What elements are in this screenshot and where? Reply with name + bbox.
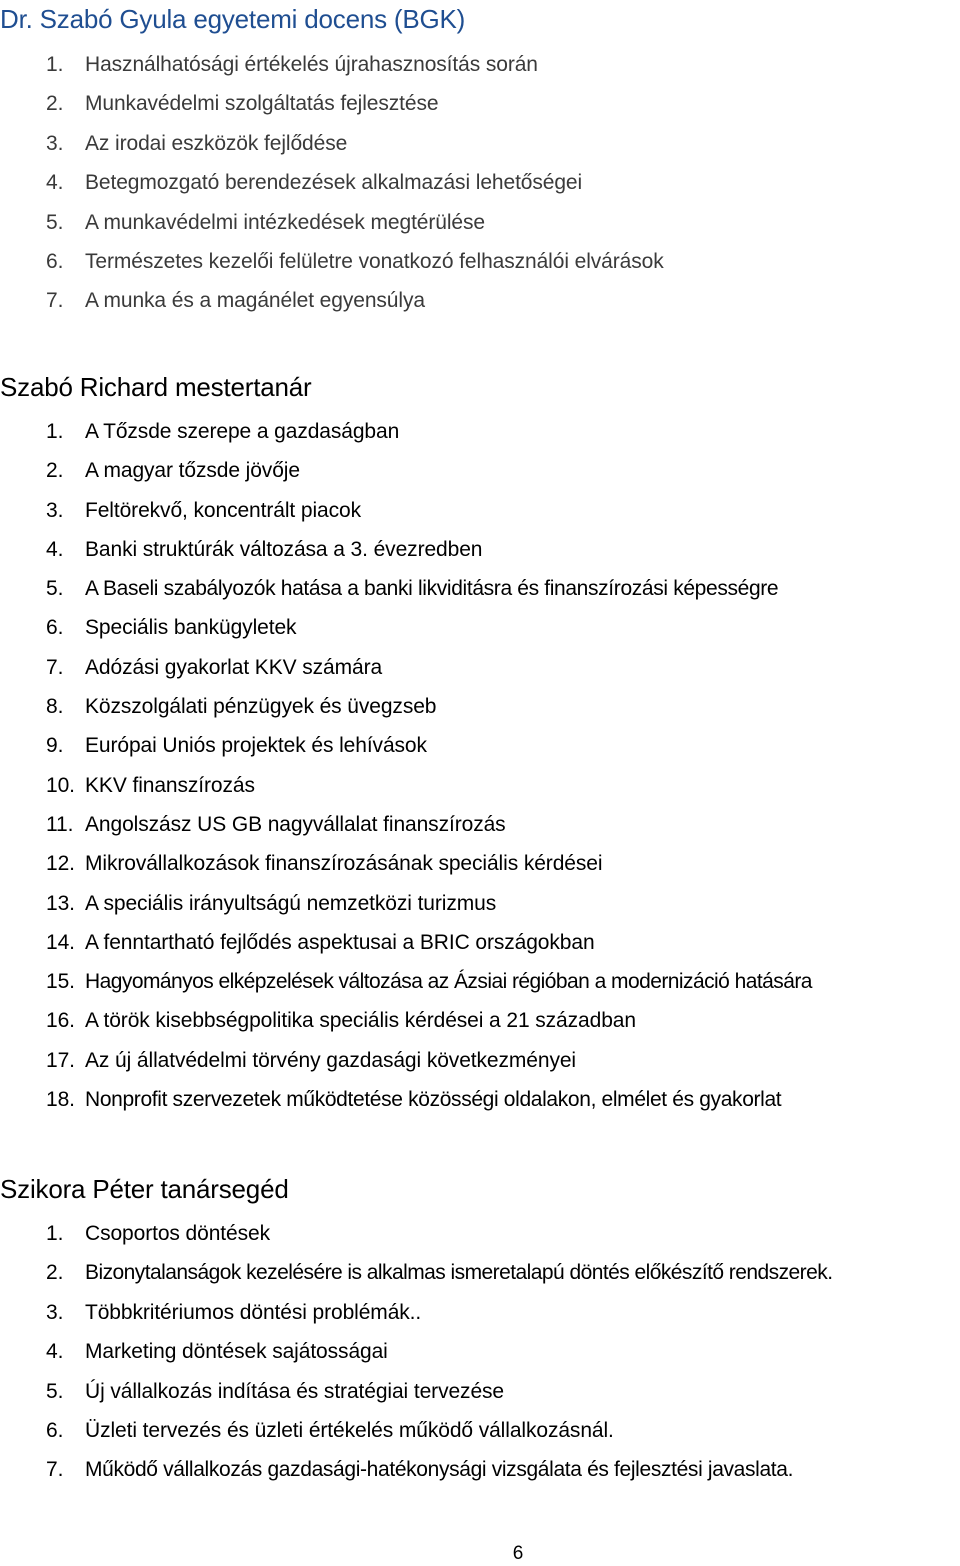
- item-text: A török kisebbségpolitika speciális kérdései a 21 században: [85, 1009, 636, 1033]
- item-number: 6.: [46, 1418, 64, 1442]
- item-text: Használhatósági értékelés újrahasznosítás során: [85, 53, 538, 76]
- list-item: [0, 1455, 960, 1494]
- item-text: Banki struktúrák változása a 3. évezredben: [85, 537, 483, 561]
- item-number: 11.: [46, 812, 74, 836]
- item-text: Közszolgálati pénzügyek és üvegzseb: [85, 695, 437, 719]
- list-item: [0, 1046, 960, 1085]
- item-text: A fenntartható fejlődés aspektusai a BRIC országokban: [85, 930, 595, 954]
- item-number: 4.: [46, 537, 64, 561]
- list-item: [0, 889, 960, 928]
- topic-list: [0, 417, 960, 1124]
- item-number: 1.: [46, 420, 64, 443]
- list-item: [0, 129, 960, 168]
- list-item: [0, 849, 960, 888]
- item-text: A Baseli szabályozók hatása a banki likviditásra és finanszírozási képességre: [85, 577, 779, 601]
- section-title: Szabó Richard mestertanár: [0, 372, 312, 402]
- item-text: A magyar tőzsde jövője: [85, 459, 300, 483]
- item-text: Természetes kezelői felületre vonatkozó felhasználói elvárások: [85, 249, 664, 273]
- item-number: 10.: [46, 773, 75, 797]
- item-number: 8.: [46, 695, 64, 719]
- topic-list: [0, 1219, 960, 1495]
- item-text: Üzleti tervezés és üzleti értékelés működő vállalkozásnál.: [85, 1418, 614, 1442]
- item-text: Nonprofit szervezetek működtetése közösségi oldalakon, elmélet és gyakorlat: [85, 1088, 782, 1112]
- item-number: 6.: [46, 249, 64, 273]
- section-title: Dr. Szabó Gyula egyetemi docens (BGK): [0, 4, 466, 34]
- item-number: 5.: [46, 1379, 64, 1403]
- list-item: [0, 535, 960, 574]
- item-number: 12.: [46, 852, 75, 876]
- list-item: [0, 247, 960, 286]
- item-number: 17.: [46, 1048, 75, 1072]
- list-item: [0, 286, 960, 325]
- page-number: 6: [512, 1543, 524, 1564]
- item-text: Hagyományos elképzelések változása az Ázsiai régióban a modernizáció hatására: [85, 970, 812, 994]
- list-item: [0, 1219, 960, 1258]
- list-item: [0, 574, 960, 613]
- item-text: Adózási gyakorlat KKV számára: [85, 655, 383, 679]
- item-number: 7.: [46, 289, 64, 313]
- item-number: 2.: [46, 92, 64, 116]
- list-item: [0, 168, 960, 207]
- item-number: 7.: [46, 1458, 64, 1482]
- item-number: 2.: [46, 1261, 64, 1285]
- item-text: KKV finanszírozás: [85, 773, 255, 797]
- item-text: A Tőzsde szerepe a gazdaságban: [85, 420, 400, 443]
- item-number: 16.: [46, 1009, 75, 1033]
- list-item: [0, 1337, 960, 1376]
- list-item: [0, 613, 960, 652]
- list-item: [0, 50, 960, 89]
- item-text: Európai Uniós projektek és lehívások: [85, 734, 427, 758]
- item-text: Angolszász US GB nagyvállalat finanszírozás: [85, 812, 506, 836]
- item-text: Többkritériumos döntési problémák..: [85, 1300, 422, 1324]
- list-item: [0, 967, 960, 1006]
- item-text: A munkavédelmi intézkedések megtérülése: [85, 210, 485, 234]
- item-text: Új vállalkozás indítása és stratégiai tervezése: [85, 1379, 505, 1403]
- item-number: 14.: [46, 930, 75, 954]
- item-number: 9.: [46, 734, 64, 758]
- list-item: [0, 1006, 960, 1045]
- list-item: [0, 653, 960, 692]
- topic-list: [0, 50, 960, 326]
- item-text: Feltörekvő, koncentrált piacok: [85, 498, 361, 522]
- list-item: [0, 89, 960, 128]
- item-text: Mikrovállalkozások finanszírozásának speciális kérdései: [85, 852, 603, 876]
- item-number: 3.: [46, 1300, 64, 1324]
- item-number: 7.: [46, 655, 64, 679]
- list-item: [0, 456, 960, 495]
- item-text: Működő vállalkozás gazdasági-hatékonysági vizsgálata és fejlesztési javaslata.: [85, 1458, 794, 1482]
- item-number: 5.: [46, 577, 64, 601]
- item-number: 5.: [46, 210, 64, 234]
- section-szabo-gyula: [0, 2, 960, 326]
- section-szikora: [0, 1172, 960, 1495]
- item-text: Munkavédelmi szolgáltatás fejlesztése: [85, 92, 439, 116]
- list-item: [0, 1298, 960, 1337]
- item-number: 2.: [46, 459, 64, 483]
- item-number: 1.: [46, 1222, 64, 1245]
- list-item: [0, 928, 960, 967]
- item-number: 4.: [46, 1340, 64, 1364]
- list-item: [0, 1085, 960, 1124]
- item-text: Az irodai eszközök fejlődése: [85, 131, 348, 155]
- list-item: [0, 771, 960, 810]
- item-text: Betegmozgató berendezések alkalmazási lehetőségei: [85, 171, 583, 195]
- item-number: 15.: [46, 970, 75, 994]
- list-item: [0, 1377, 960, 1416]
- item-number: 3.: [46, 131, 64, 155]
- list-item: [0, 496, 960, 535]
- item-number: 3.: [46, 498, 64, 522]
- section-szabo-richard: [0, 370, 960, 1124]
- item-text: A speciális irányultságú nemzetközi turizmus: [85, 891, 497, 915]
- list-item: [0, 417, 960, 456]
- item-text: Marketing döntések sajátosságai: [85, 1340, 388, 1364]
- section-title: Szikora Péter tanársegéd: [0, 1174, 289, 1204]
- item-number: 13.: [46, 891, 75, 915]
- item-text: Speciális bankügyletek: [85, 616, 297, 640]
- item-text: Csoportos döntések: [85, 1222, 270, 1245]
- list-item: [0, 1258, 960, 1297]
- item-number: 6.: [46, 616, 64, 640]
- item-text: Az új állatvédelmi törvény gazdasági következményei: [85, 1048, 576, 1072]
- list-item: [0, 731, 960, 770]
- list-item: [0, 692, 960, 731]
- list-item: [0, 208, 960, 247]
- item-text: Bizonytalanságok kezelésére is alkalmas ismeretalapú döntés előkészítő rendszerek.: [85, 1261, 833, 1285]
- item-number: 4.: [46, 171, 64, 195]
- list-item: [0, 810, 960, 849]
- list-item: [0, 1416, 960, 1455]
- item-number: 18.: [46, 1088, 75, 1112]
- item-number: 1.: [46, 53, 64, 76]
- item-text: A munka és a magánélet egyensúlya: [85, 289, 425, 313]
